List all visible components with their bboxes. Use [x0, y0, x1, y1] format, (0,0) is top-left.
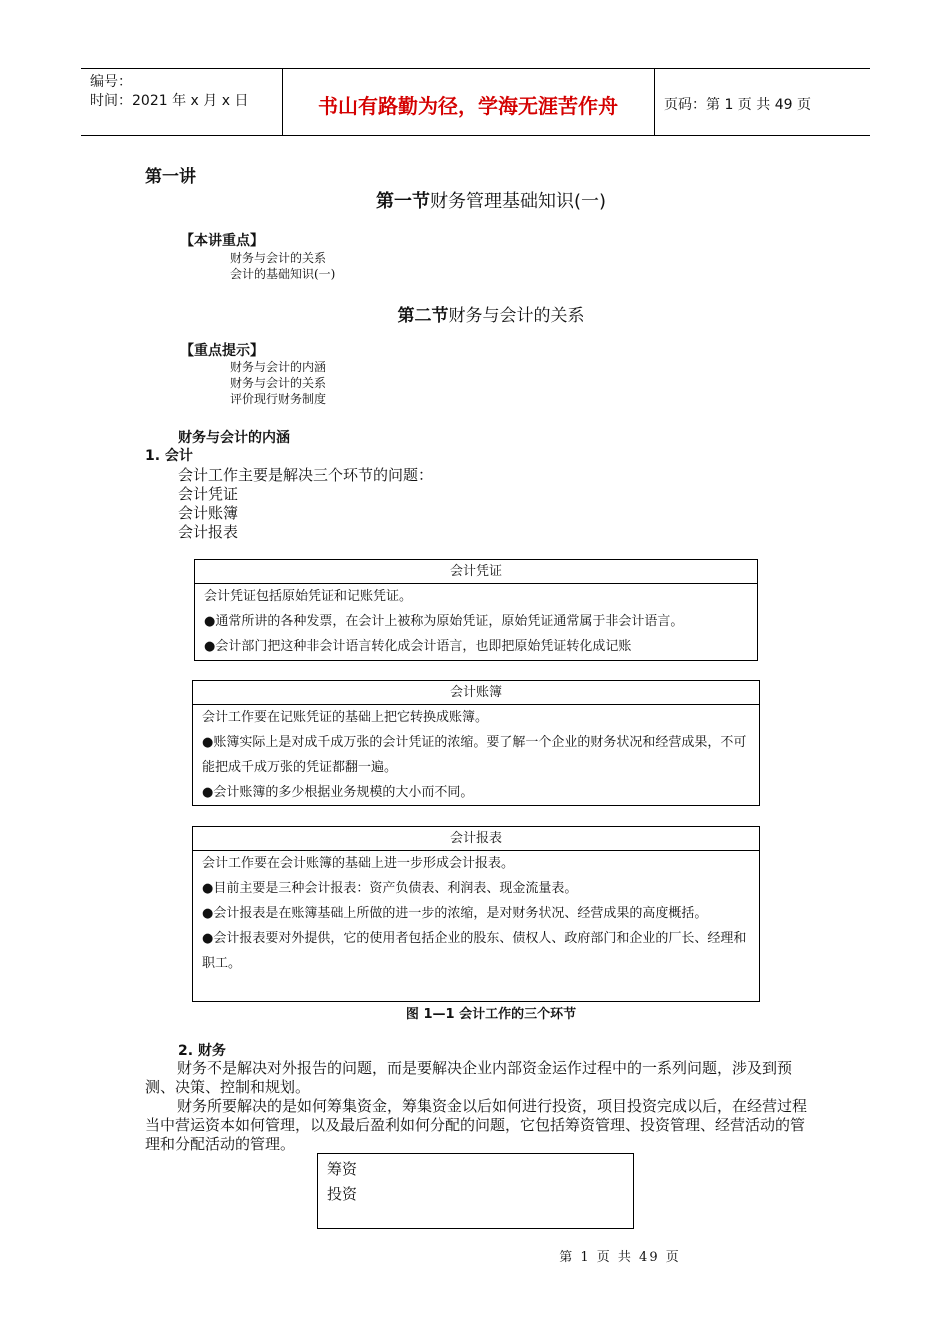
- finance-paragraph-1: 财务不是解决对外报告的问题，而是要解决企业内部资金运作过程中的一系列问题，涉及到预测、决策、控制和规划。: [145, 1059, 793, 1096]
- voucher-box: [194, 559, 758, 661]
- header-motto: 书山有路勤为径，学海无涯苦作舟: [318, 94, 618, 118]
- section1-title: [0, 187, 950, 213]
- header-top-rule: [81, 68, 870, 69]
- section2-prefix: 第二节: [397, 306, 449, 326]
- ledger-line: ●会计账簿的多少根据业务规模的大小而不同。: [202, 785, 474, 800]
- accounting-item: 会计凭证: [178, 485, 239, 503]
- section2-text: 财务与会计的关系: [448, 306, 585, 326]
- ledger-line: ●账簿实际上是对成千成万张的会计凭证的浓缩。要了解一个企业的财务状况和经营成果，不可能把成千成万张的凭证都翻一遍。: [202, 735, 747, 775]
- finance-paragraph-2: 财务所要解决的是如何筹集资金，筹集资金以后如何进行投资，项目投资完成以后，在经营过程当中营运资本如何管理，以及最后盈利如何分配的问题，它包括筹资管理、投资管理、经营活动的管理和分配活动的管理。: [145, 1097, 808, 1153]
- hint-item: 评价现行财务制度: [230, 392, 327, 406]
- section1-text: 财务管理基础知识(一): [429, 191, 607, 212]
- voucher-line: ●通常所讲的各种发票，在会计上被称为原始凭证，原始凭证通常属于非会计语言。: [204, 614, 684, 629]
- accounting-intro: 会计工作主要是解决三个环节的问题：: [178, 466, 434, 484]
- subheading: 财务与会计的内涵: [178, 430, 290, 446]
- voucher-line: 会计凭证包括原始凭证和记账凭证。: [204, 589, 413, 604]
- finance-activity: 筹资: [327, 1160, 358, 1178]
- report-line: ●会计报表要对外提供，它的使用者包括企业的股东、债权人、政府部门和企业的厂长、经理和职工。: [202, 931, 747, 971]
- finance-activities-box: [317, 1153, 634, 1229]
- focus-heading: 【本讲重点】: [180, 233, 264, 249]
- accounting-item: 会计报表: [178, 523, 239, 541]
- report-box-title: 会计报表: [193, 827, 759, 851]
- hints-heading: 【重点提示】: [180, 343, 264, 359]
- report-box: [192, 826, 760, 1002]
- voucher-box-title: 会计凭证: [195, 560, 757, 584]
- voucher-line: ●会计部门把这种非会计语言转化成会计语言，也即把原始凭证转化成记账: [204, 639, 632, 654]
- accounting-item: 会计账簿: [178, 504, 239, 522]
- hint-item: 财务与会计的关系: [230, 376, 327, 390]
- ledger-box: [192, 680, 760, 806]
- section1-prefix: 第一节: [375, 191, 430, 212]
- ledger-box-title: 会计账簿: [193, 681, 759, 705]
- focus-item: 财务与会计的关系: [230, 251, 327, 265]
- header-date: 时间：2021 年 x 月 x 日: [90, 93, 249, 109]
- finance-activity: 投资: [327, 1185, 358, 1203]
- report-line: ●会计报表是在账簿基础上所做的进一步的浓缩，是对财务状况、经营成果的高度概括。: [202, 906, 708, 921]
- hint-item: 财务与会计的内涵: [230, 360, 327, 374]
- lecture-title: 第一讲: [145, 167, 196, 187]
- report-line: 会计工作要在会计账簿的基础上进一步形成会计报表。: [202, 856, 515, 871]
- header-page-info: 页码：第 1 页 共 49 页: [664, 97, 811, 113]
- focus-item: 会计的基础知识(一): [230, 267, 336, 281]
- header-bottom-rule: [81, 135, 870, 136]
- finance-heading: 2. 财务: [178, 1043, 226, 1059]
- section2-title: [0, 301, 950, 326]
- ledger-line: 会计工作要在记账凭证的基础上把它转换成账簿。: [202, 710, 489, 725]
- accounting-heading: 1. 会计: [145, 448, 193, 464]
- header-number: 编号：: [90, 74, 132, 90]
- report-line: ●目前主要是三种会计报表：资产负债表、利润表、现金流量表。: [202, 881, 578, 896]
- figure-caption: 图 1—1 会计工作的三个环节: [405, 1007, 577, 1022]
- page-footer: 第 1 页 共 49 页: [559, 1250, 681, 1265]
- header-divider-right: [654, 68, 655, 135]
